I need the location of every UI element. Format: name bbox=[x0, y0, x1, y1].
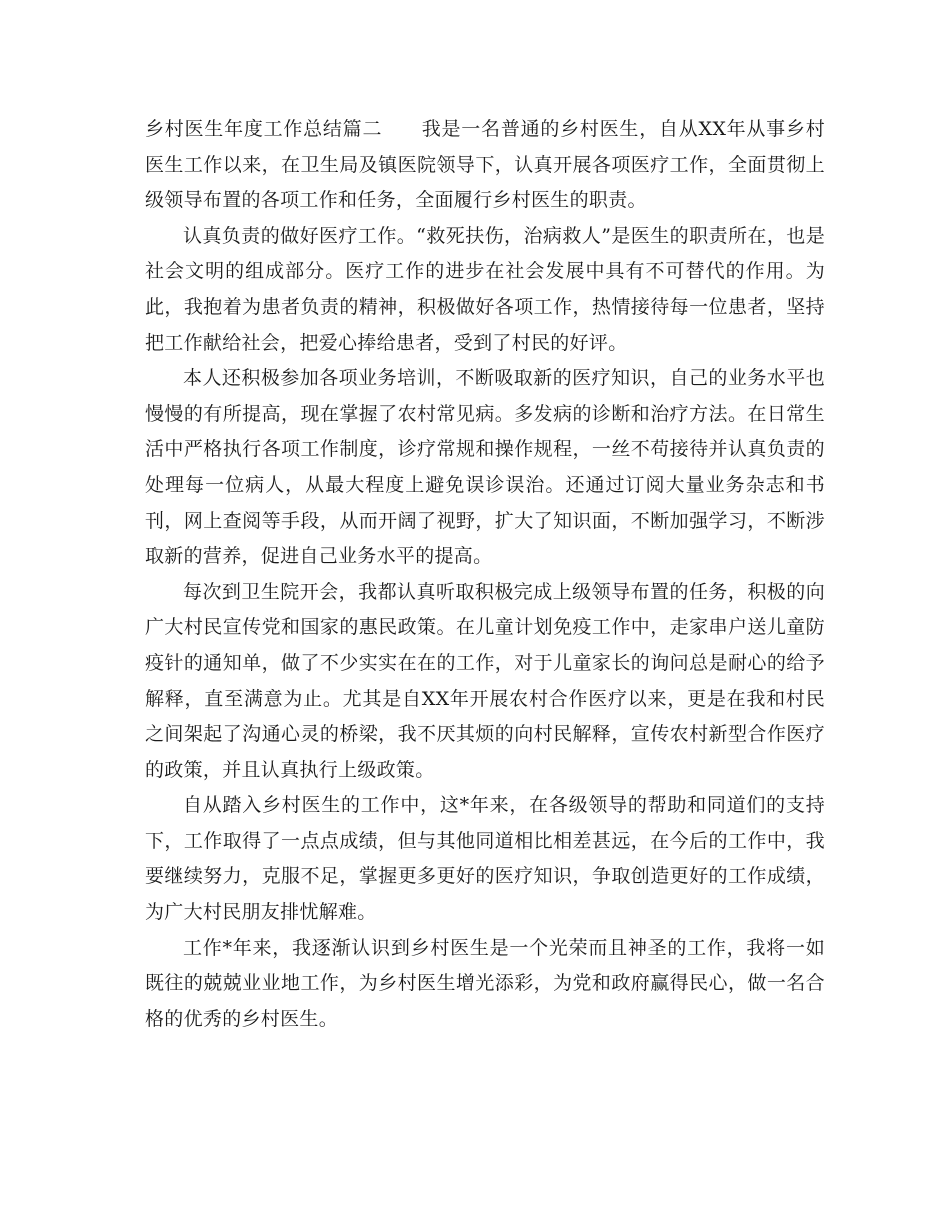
paragraph-intro: 乡村医生年度工作总结篇二 我是一名普通的乡村医生，自从XX年从事乡村医生工作以来，在卫生局及镇医院领导下，认真开展各项医疗工作，全面贯彻上级领导布置的各项工作和任务，全面履行乡村医生的职责。 bbox=[145, 118, 825, 212]
paragraph-achievements: 自从踏入乡村医生的工作中，这*年来，在各级领导的帮助和同道们的支持下，工作取得了一点点成绩，但与其他同道相比相差甚远，在今后的工作中，我要继续努力，克服不足，掌握更多更好的医疗知识，争取创造更好的工作成绩，为广大村民朋友排忧解难。 bbox=[145, 794, 825, 924]
paragraph-training: 本人还积极参加各项业务培训，不断吸取新的医疗知识，自己的业务水平也慢慢的有所提高，现在掌握了农村常见病。多发病的诊断和治疗方法。在日常生活中严格执行各项工作制度，诊疗常规和操作规程，一丝不苟接待并认真负责的处理每一位病人，从最大程度上避免误诊误治。还通过订阅大量业务杂志和书刊，网上查阅等手段，从而开阔了视野，扩大了知识面，不断加强学习，不断涉取新的营养，促进自己业务水平的提高。 bbox=[145, 367, 825, 568]
paragraph-medical-work: 认真负责的做好医疗工作。“救死扶伤，治病救人”是医生的职责所在，也是社会文明的组成部分。医疗工作的进步在社会发展中具有不可替代的作用。为此，我抱着为患者负责的精神，积极做好各项工作，热情接待每一位患者，坚持把工作献给社会，把爱心捧给患者，受到了村民的好评。 bbox=[145, 224, 825, 354]
paragraph-policy: 每次到卫生院开会，我都认真听取积极完成上级领导布置的任务，积极的向广大村民宣传党和国家的惠民政策。在儿童计划免疫工作中，走家串户送儿童防疫针的通知单，做了不少实实在在的工作，对于儿童家长的询问总是耐心的给予解释，直至满意为止。尤其是自XX年开展农村合作医疗以来，更是在我和村民之间架起了沟通心灵的桥梁，我不厌其烦的向村民解释，宣传农村新型合作医疗的政策，并且认真执行上级政策。 bbox=[145, 580, 825, 781]
document-body bbox=[145, 112, 825, 1037]
paragraph-conclusion: 工作*年来，我逐渐认识到乡村医生是一个光荣而且神圣的工作，我将一如既往的兢兢业业地工作，为乡村医生增光添彩，为党和政府赢得民心，做一名合格的优秀的乡村医生。 bbox=[145, 936, 825, 1030]
